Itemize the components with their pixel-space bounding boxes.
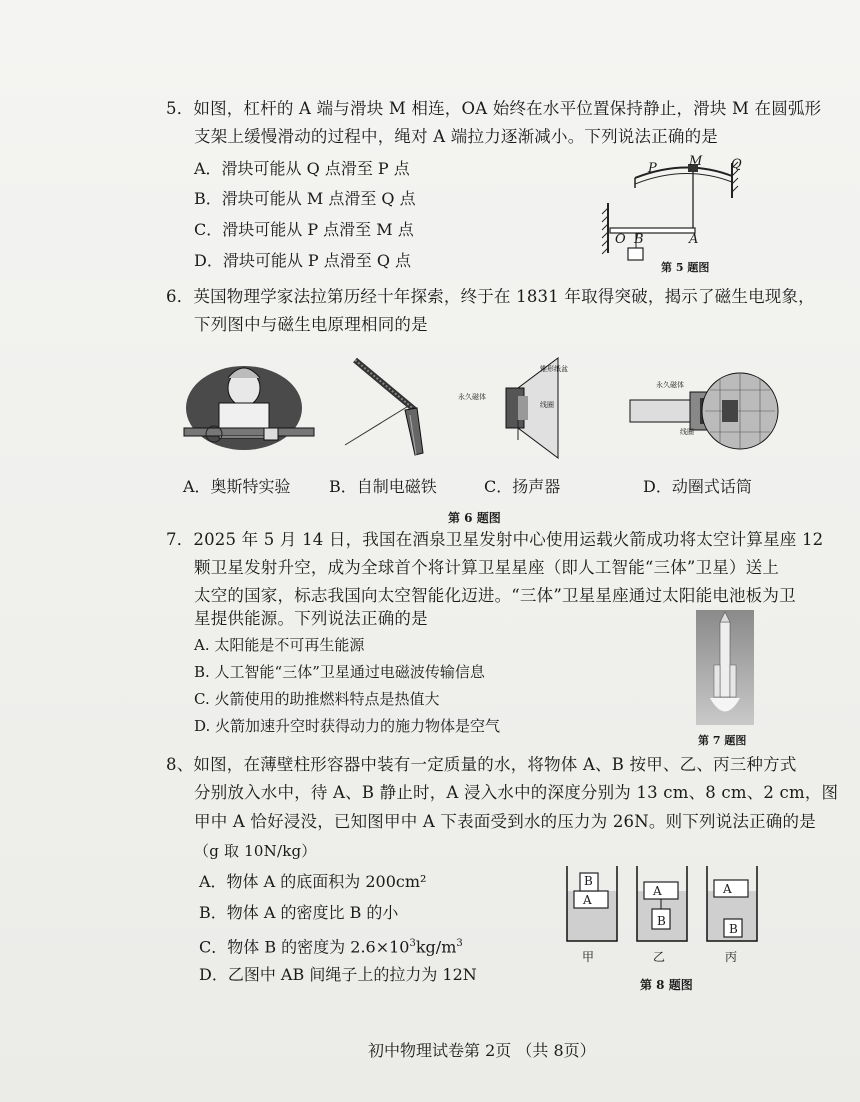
q8-stem-line3: 甲中 A 恰好浸没，已知图甲中 A 下表面受到水的压力为 26N。则下列说法正确的是 — [194, 812, 816, 831]
q7-option-b: B. 人工智能“三体”卫星通过电磁波传输信息 — [194, 663, 485, 681]
q8-yi-block-b: B — [657, 914, 666, 928]
q6-speaker-label-cone: 锥形纸盆 — [540, 365, 568, 373]
q8-label-bing: 丙 — [725, 950, 738, 964]
q8-bing-block-a: A — [723, 882, 732, 896]
q5-label-o: O — [615, 232, 626, 247]
q5-label-m: M — [689, 154, 703, 169]
q8-label-jia: 甲 — [582, 950, 595, 964]
q6-option-b: B．自制电磁铁 — [329, 477, 437, 496]
q8-option-b: B．物体 A 的密度比 B 的小 — [199, 903, 399, 922]
q6-stem-line1: 6．英国物理学家法拉第历经十年探索，终于在 1831 年取得突破，揭示了磁生电现象， — [166, 287, 815, 306]
q6-speaker-label-coil: 线圈 — [540, 401, 554, 409]
q7-option-c: C. 火箭使用的助推燃料特点是热值大 — [194, 690, 440, 708]
q6-option-a: A．奥斯特实验 — [183, 477, 291, 496]
q8-stem-line1: 8、如图，在薄壁柱形容器中装有一定质量的水，将物体 A、B 按甲、乙、丙三种方式 — [166, 755, 797, 774]
q7-figure-rocket — [696, 610, 754, 725]
q8-stem-line4: （g 取 10N/kg） — [194, 842, 317, 860]
q5-label-b: B — [634, 232, 644, 247]
q7-stem-line1: 7．2025 年 5 月 14 日，我国在酒泉卫星发射中心使用运载火箭成功将太空计算星座 12 — [166, 530, 824, 549]
q6-figure-d-microphone — [630, 360, 780, 460]
q8-jia-block-a: A — [583, 893, 592, 907]
q6-stem-line2: 下列图中与磁生电原理相同的是 — [194, 315, 428, 334]
page-footer: 初中物理试卷第 2页 （共 8页） — [368, 1041, 596, 1060]
q7-option-d: D. 火箭加速升空时获得动力的施力物体是空气 — [194, 717, 501, 735]
q5-caption: 第 5 题图 — [661, 261, 710, 274]
q5-label-q: Q — [731, 157, 742, 172]
q5-option-a: A．滑块可能从 Q 点滑至 P 点 — [194, 159, 410, 178]
q6-option-c: C．扬声器 — [484, 477, 561, 496]
q8-option-a: A．物体 A 的底面积为 200cm² — [199, 872, 427, 891]
q6-figure-b-electromagnet — [340, 355, 430, 465]
q6-mic-label-magnet: 永久磁体 — [656, 381, 684, 389]
q8-stem-line2: 分别放入水中，待 A、B 静止时，A 浸入水中的深度分别为 13 cm、8 cm、2 cm，图 — [194, 783, 839, 802]
q5-option-d: D．滑块可能从 P 点滑至 Q 点 — [194, 251, 412, 270]
q5-figure — [600, 158, 760, 268]
q8-bing-block-b: B — [729, 922, 738, 936]
q6-figure-c-speaker — [478, 358, 598, 458]
q5-label-p: P — [648, 161, 657, 176]
q5-stem-line2: 支架上缓慢滑动的过程中，绳对 A 端拉力逐渐减小。下列说法正确的是 — [194, 127, 719, 146]
q8-option-d: D．乙图中 AB 间绳子上的拉力为 12N — [199, 965, 477, 984]
q7-stem-line3: 太空的国家，标志我国向太空智能化迈进。“三体”卫星星座通过太阳能电池板为卫 — [194, 586, 796, 605]
q6-caption: 第 6 题图 — [448, 511, 501, 525]
q8-jia-block-b: B — [584, 874, 593, 888]
q8-caption: 第 8 题图 — [640, 978, 693, 992]
q5-option-c: C．滑块可能从 P 点滑至 M 点 — [194, 220, 414, 239]
q5-label-a: A — [689, 232, 699, 247]
q7-stem-line4: 星提供能源。下列说法正确的是 — [194, 609, 428, 628]
q8-yi-block-a: A — [653, 884, 662, 898]
q7-caption: 第 7 题图 — [698, 734, 747, 747]
q6-speaker-label-magnet: 永久磁体 — [458, 393, 486, 401]
q7-option-a: A. 太阳能是不可再生能源 — [194, 636, 365, 654]
q6-option-d: D．动圈式话筒 — [643, 477, 752, 496]
q5-stem-line1: 5．如图，杠杆的 A 端与滑块 M 相连，OA 始终在水平位置保持静止，滑块 M 在圆弧形 — [166, 99, 822, 118]
q7-stem-line2: 颗卫星发射升空，成为全球首个将计算卫星星座（即人工智能“三体”卫星）送上 — [194, 558, 780, 577]
q8-label-yi: 乙 — [653, 950, 666, 964]
q8-option-c: C．物体 B 的密度为 $2.6\times 10^3kg/m^3$ — [199, 937, 463, 957]
q5-option-b: B．滑块可能从 M 点滑至 Q 点 — [194, 189, 416, 208]
q6-figure-a-oersted — [184, 358, 319, 458]
q6-mic-label-coil: 线圈 — [680, 428, 694, 436]
